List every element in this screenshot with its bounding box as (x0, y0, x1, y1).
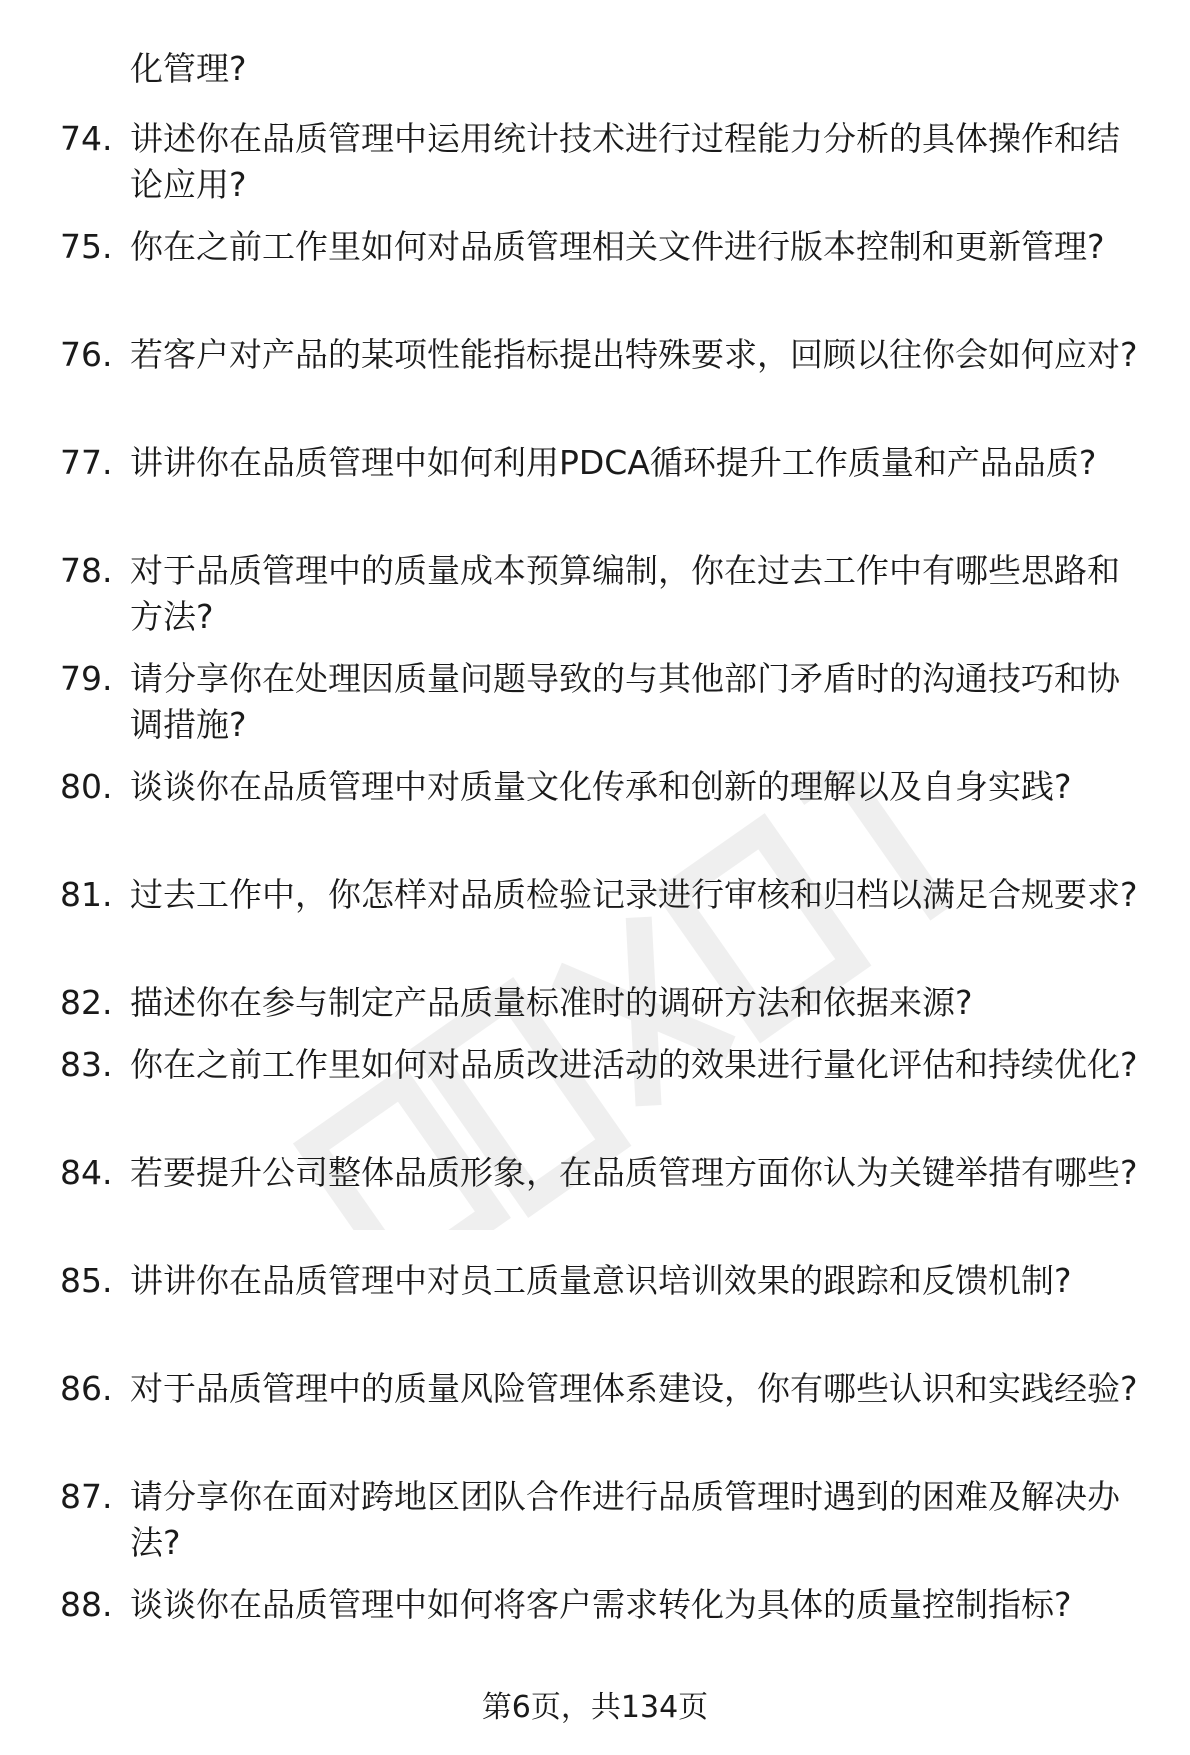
page-footer: 第6页，共134页 (481, 1690, 709, 1725)
question-item (60, 116, 1150, 208)
continued-text: 化管理? (130, 49, 247, 88)
question-text: 过去工作中，你怎样对品质检验记录进行审核和归档以满足合规要求? (130, 875, 1138, 914)
question-list (60, 116, 1150, 1690)
question-text: 若要提升公司整体品质形象，在品质管理方面你认为关键举措有哪些? (130, 1153, 1138, 1192)
question-text: 讲述你在品质管理中运用统计技术进行过程能力分析的具体操作和结论应用? (130, 119, 1120, 204)
question-item (60, 332, 1150, 424)
question-item (60, 656, 1150, 748)
question-text: 谈谈你在品质管理中如何将客户需求转化为具体的质量控制指标? (130, 1585, 1072, 1624)
question-number: 84. (60, 1153, 113, 1192)
question-text: 你在之前工作里如何对品质改进活动的效果进行量化评估和持续优化? (130, 1045, 1138, 1084)
question-item (60, 1474, 1150, 1566)
question-number: 75. (60, 227, 113, 266)
question-item (60, 1366, 1150, 1458)
question-number: 78. (60, 551, 113, 590)
question-item (60, 872, 1150, 964)
question-text: 对于品质管理中的质量成本预算编制，你在过去工作中有哪些思路和方法? (130, 551, 1120, 636)
question-number: 76. (60, 335, 113, 374)
question-number: 85. (60, 1261, 113, 1300)
question-number: 80. (60, 767, 113, 806)
question-text: 对于品质管理中的质量风险管理体系建设，你有哪些认识和实践经验? (130, 1369, 1138, 1408)
question-item (60, 224, 1150, 316)
question-item (60, 1042, 1150, 1134)
question-number: 74. (60, 119, 113, 158)
question-item (60, 1150, 1150, 1242)
question-item (60, 1582, 1150, 1674)
question-text: 你在之前工作里如何对品质管理相关文件进行版本控制和更新管理? (130, 227, 1105, 266)
question-text: 谈谈你在品质管理中对质量文化传承和创新的理解以及自身实践? (130, 767, 1072, 806)
question-number: 83. (60, 1045, 113, 1084)
question-text: 讲讲你在品质管理中如何利用PDCA循环提升工作质量和产品品质? (130, 443, 1097, 482)
question-number: 87. (60, 1477, 113, 1516)
question-item (60, 764, 1150, 856)
question-text: 讲讲你在品质管理中对员工质量意识培训效果的跟踪和反馈机制? (130, 1261, 1072, 1300)
question-text: 若客户对产品的某项性能指标提出特殊要求，回顾以往你会如何应对? (130, 335, 1138, 374)
question-number: 88. (60, 1585, 113, 1624)
question-number: 86. (60, 1369, 113, 1408)
question-number: 82. (60, 983, 113, 1022)
question-item (60, 440, 1150, 532)
question-number: 79. (60, 659, 113, 698)
question-item (60, 980, 1150, 1026)
question-number: 81. (60, 875, 113, 914)
question-item (60, 548, 1150, 640)
question-text: 描述你在参与制定产品质量标准时的调研方法和依据来源? (130, 983, 973, 1022)
question-text: 请分享你在处理因质量问题导致的与其他部门矛盾时的沟通技巧和协调措施? (130, 659, 1120, 744)
question-item (60, 1258, 1150, 1350)
question-number: 77. (60, 443, 113, 482)
question-text: 请分享你在面对跨地区团队合作进行品质管理时遇到的困难及解决办法? (130, 1477, 1120, 1562)
